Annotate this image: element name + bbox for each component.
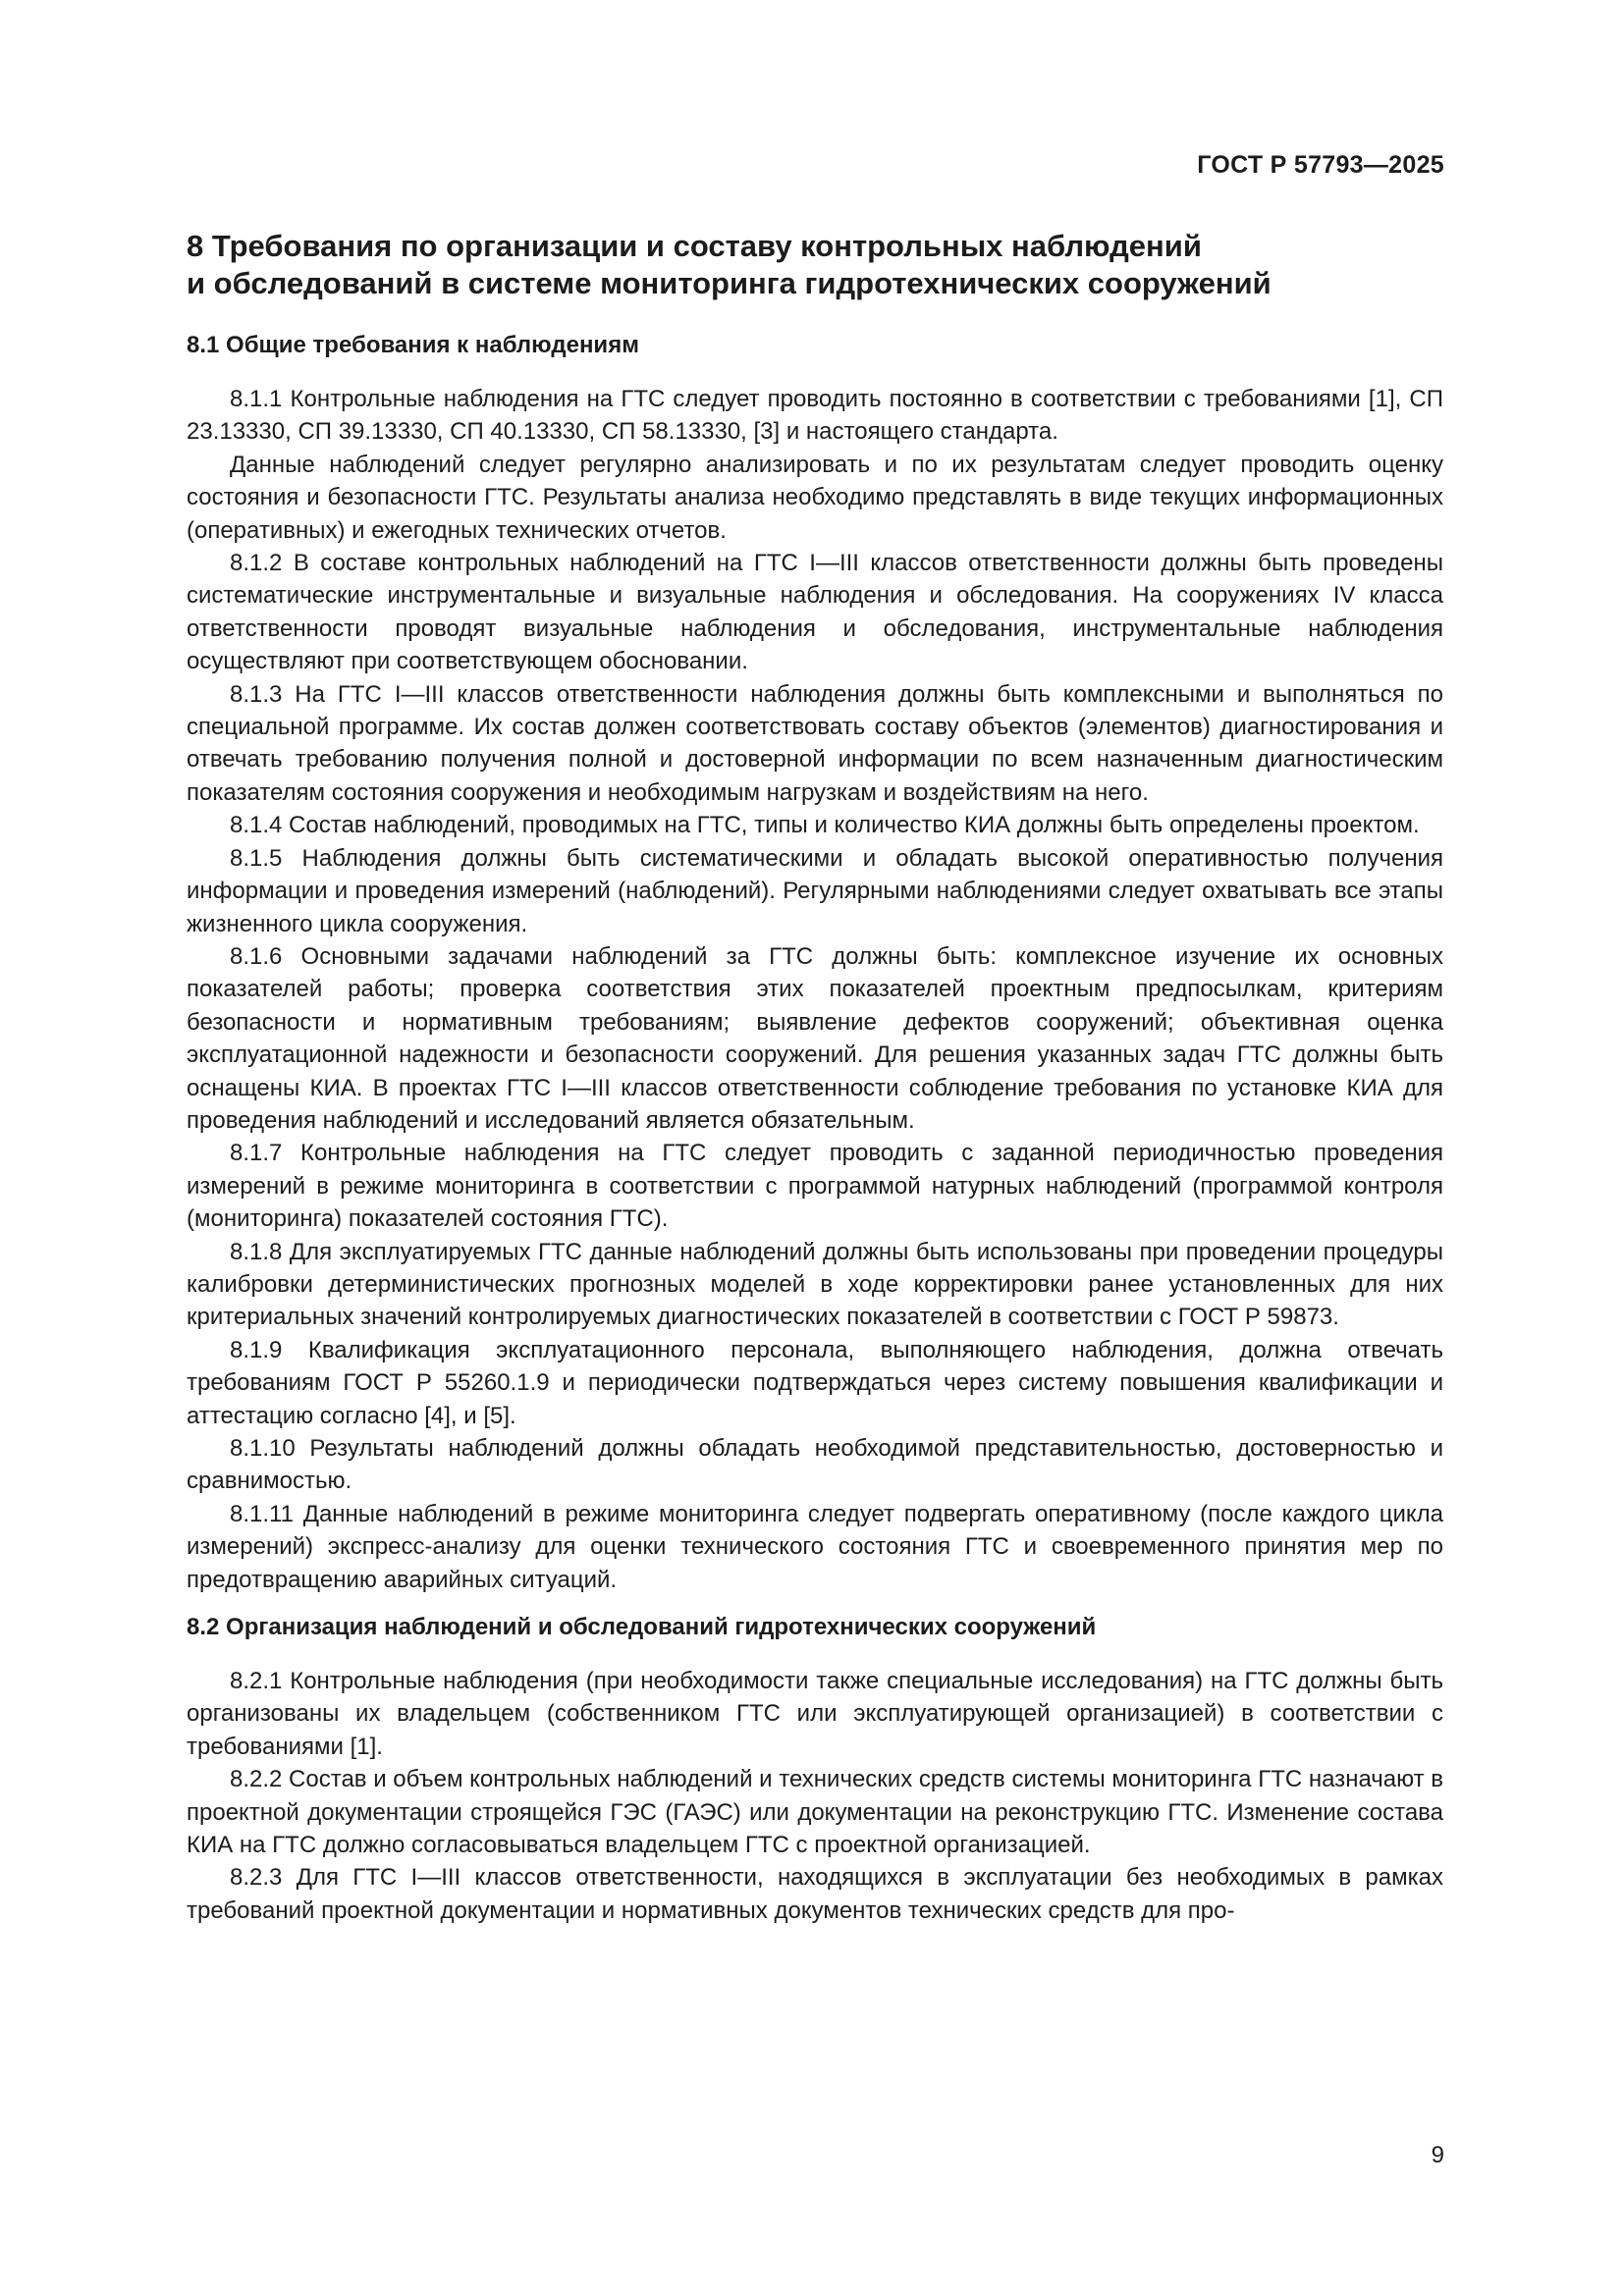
paragraph-8-1-7: 8.1.7 Контрольные наблюдения на ГТС следует проводить с заданной периодичностью проведения измерений в режиме мониторинга в соответствии с программой натурных наблюдений (программой контроля (мониторинга) показателей состояния ГТС). [187,1140,1443,1233]
paragraph-8-1-1: 8.1.1 Контрольные наблюдения на ГТС следует проводить постоянно в соответствии с требованиями [1], СП 23.13330, СП 39.13330, СП 40.13330, СП 58.13330, [3] и настоящего стандарта. [187,386,1443,446]
paragraph-8-1-2: 8.1.2 В составе контрольных наблюдений на ГТС I—III классов ответственности должны быть проведены систематические инструментальные и визуальные наблюдения и обследования. На сооружениях IV класса ответственности проводят визуальные наблюдения и обследования, инструментальные наблюдения осуществляют при соответствующем обосновании. [187,550,1443,675]
paragraph-8-2-2: 8.2.2 Состав и объем контрольных наблюдений и технических средств системы мониторинга ГТС назначают в проектной документации строящейся ГЭС (ГАЭС) или документации на реконструкцию ГТС. Изменение состава КИА на ГТС должно согласовываться владельцем ГТС с проектной организацией. [187,1766,1443,1859]
subsection-title-8-1: 8.1 Общие требования к наблюдениям [187,332,639,358]
paragraph-8-1-9: 8.1.9 Квалификация эксплуатационного персонала, выполняющего наблюдения, должна отвечать требованиям ГОСТ Р 55260.1.9 и периодически подтверждаться через систему повышения квалификации и аттестацию согласно [4], и [5]. [187,1336,1443,1429]
page-content [187,228,1443,1927]
paragraph-8-1-5: 8.1.5 Наблюдения должны быть систематическими и обладать высокой оперативностью получения информации и проведения измерений (наблюдений). Регулярными наблюдениями следует охватывать все этапы жизненного цикла сооружения. [187,844,1443,937]
paragraph-8-1-10: 8.1.10 Результаты наблюдений должны обладать необходимой представительностью, достоверностью и сравнимостью. [187,1435,1443,1495]
paragraph-8-1-8: 8.1.8 Для эксплуатируемых ГТС данные наблюдений должны быть использованы при проведении процедуры калибровки детерминистических прогнозных моделей в ходе корректировки ранее установленных для них критериальных значений контролируемых диагностических показателей в соответствии с ГОСТ Р 59873. [187,1238,1443,1331]
paragraph-8-1-3: 8.1.3 На ГТС I—III классов ответственности наблюдения должны быть комплексными и выполняться по специальной программе. Их состав должен соответствовать составу объектов (элементов) диагностирования и отвечать требованию получения полной и достоверной информации по всем назначенным диагностическим показателям состояния сооружения и необходимым нагрузкам и воздействиям на него. [187,680,1443,806]
document-code: ГОСТ Р 57793—2025 [1197,151,1444,179]
paragraph-8-1-1-analysis: Данные наблюдений следует регулярно анализировать и по их результатам следует проводить оценку состояния и безопасности ГТС. Результаты анализа необходимо представлять в виде текущих информационных (оперативных) и ежегодных технических отчетов. [187,451,1443,544]
section-title [187,228,1443,302]
paragraph-8-2-3: 8.2.3 Для ГТС I—III классов ответственности, находящихся в эксплуатации без необходимых в рамках требований проектной документации и нормативных документов технических средств для про- [187,1864,1443,1924]
paragraph-8-1-4: 8.1.4 Состав наблюдений, проводимых на ГТС, типы и количество КИА должны быть определены проектом. [230,812,1420,839]
paragraph-8-1-6: 8.1.6 Основными задачами наблюдений за ГТС должны быть: комплексное изучение их основных показателей работы; проверка соответствия этих показателей проектным предпосылкам, критериям безопасности и нормативным требованиям; выявление дефектов сооружений; объективная оценка эксплуатационной надежности и безопасности сооружений. Для решения указанных задач ГТС должны быть оснащены КИА. В проектах ГТС I—III классов ответственности соблюдение требования по установке КИА для проведения наблюдений и исследований является обязательным. [187,942,1443,1134]
page-number: 9 [1431,2142,1444,2168]
section-title-line-2: и обследований в системе мониторинга гидротехнических сооружений [187,266,1272,300]
subsection-title-8-2: 8.2 Организация наблюдений и обследований гидротехнических сооружений [187,1614,1097,1641]
section-title-line-1: 8 Требования по организации и составу контрольных наблюдений [187,229,1202,263]
paragraph-8-2-1: 8.2.1 Контрольные наблюдения (при необходимости также специальные исследования) на ГТС должны быть организованы их владельцем (собственником ГТС или эксплуатирующей организацией) в соответствии с требованиями [1]. [187,1668,1443,1760]
paragraph-8-1-11: 8.1.11 Данные наблюдений в режиме мониторинга следует подвергать оперативному (после каждого цикла измерений) экспресс-анализу для оценки технического состояния ГТС и своевременного принятия мер по предотвращению аварийных ситуаций. [187,1500,1443,1593]
